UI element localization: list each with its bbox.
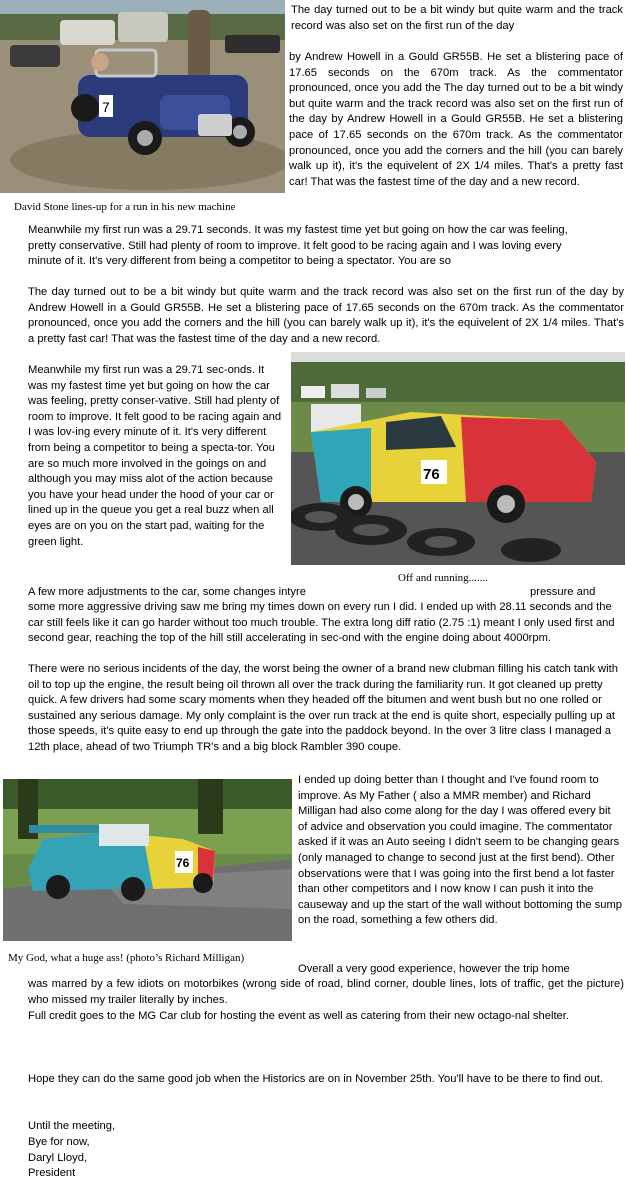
photo-rear-view — [3, 779, 292, 941]
paragraph-adjustments-start-right: pressure and — [530, 586, 596, 598]
author-name: Daryl Lloyd, — [28, 1152, 88, 1164]
car-number-76-rear: 76 — [176, 856, 190, 870]
paragraph-adjustments-start: A few more adjustments to the car, some changes intyre — [28, 586, 306, 598]
sign-off-line-1: Until the meeting, — [28, 1120, 116, 1132]
paragraph-experience-start: Overall a very good experience, however the trip home — [298, 963, 570, 975]
paragraph-historics: Hope they can do the same good job when the Historics are on in November 25th. You'll have to be there to find out. — [28, 1073, 603, 1085]
photo-caption-3: My God, what a huge ass! (photo’s Richard Milligan) — [8, 952, 245, 964]
photo-off-and-running — [291, 352, 625, 565]
paragraph-credit: Full credit goes to the MG Car club for hosting the event as well as catering from their new octago-nal shelter. — [28, 1010, 569, 1022]
car-number-7: 7 — [102, 99, 110, 115]
paragraph-experience: was marred by a few idiots on motorbikes (wrong side of road, blind corner, double lines, lots of traffic, get the picture) who missed my trailer literally by inches. — [28, 978, 624, 1006]
paragraph-intro-rest: by Andrew Howell in a Gould GR55B. He set a blistering pace of 17.65 seconds on the 670m track. As the commentator pronounced, once you add the The day turned out to be a bit windy but quite warm and the track record was also set on the first run of the day by Andrew Howell in a Gould GR55B. He set a blistering pace of 17.65 seconds on the 670m track. As the commentator pronounced, once you add the corners and the hill (you can barely walk up it), it's the equivelent of 2X 1/4 miles. That's a pretty fast car! That was the fastest time of the day and a new record. — [289, 51, 623, 188]
sign-off-line-2: Bye for now, — [28, 1136, 90, 1148]
paragraph-intro-first: The day turned out to be a bit windy but quite warm and the track record was also set on the first run of the day — [291, 4, 623, 32]
paragraph-incidents: There were no serious incidents of the day, the worst being the owner of a brand new clubman filling his catch tank with oil to top up the engine, the result being oil thrown all over the track during the familiarity run. It got cleaned up pretty quick. A few drivers had some scary moments when they headed off the bitumen and went bush but no one rolled or sustained any serious damage. My only complaint is the over run track at the end is quite short, especially pulling up at those speeds, it's quite easy to end up through the gate into the paddock beyond. In the over 3 litre class I managed a 12th place, ahead of two Triumph TR's and a big block Rambler 390 coupe. — [28, 663, 618, 753]
photo-caption-1: David Stone lines-up for a run in his new machine — [14, 201, 236, 213]
paragraph-improvement: I ended up doing better than I thought and I've found room to improve. As My Father ( also a MMR member) and Richard Milligan had also come along for the day I was offered every bit of advice and observation you could imagine. The commentator asked if it was an Auto seeing I didn't seem to be changing gears (only managed to change to second just at the first bend). Other observations were that I was going into the first bend a lot faster than other competitors and I now know I can push it into the causeway and up the start of the wall without bottoming the sump on the road, something a few others did. — [298, 774, 623, 927]
photo-clubman-car — [0, 0, 285, 193]
paragraph-first-run: Meanwhile my first run was a 29.71 seconds. It was my fastest time yet but going on how the car was feeling, pretty conservative. Still had plenty of room to improve. It felt good to be racing again and I was loving every minute of it. It's very different from being a competitor to being a spectator. You are so — [28, 224, 568, 268]
author-title: President — [28, 1167, 76, 1179]
car-number-76: 76 — [423, 466, 440, 483]
paragraph-adjustments: some more aggressive driving saw me bring my times down on every run I did. I ended up with 28.11 seconds and the car still feels like it can go harder without too much trouble. The extra long diff ratio (2.75 :1) meant I only used first and second gear, reaching the top of the hill still accelerating in sec-ond with the engine doing about 4000rpm. — [28, 601, 615, 645]
paragraph-first-run-detail: Meanwhile my first run was a 29.71 sec-onds. It was my fastest time yet but going on how the car was feeling, pretty conser-vative. Still had plenty of room to improve. It felt good to be racing again and I was lov-ing every minute of it. It's very different from being a competitor to being a specta-tor. You are so much more involved in the goings on and although you may miss alot of the action because you have your head under the hood of your car or lined up in the queue you get a real buzz when all eyes are on you on the start pad, waiting for the green light. — [28, 364, 282, 548]
photo-caption-2: Off and running....... — [398, 572, 488, 584]
paragraph-track-record: The day turned out to be a bit windy but quite warm and the track record was also set on the first run of the day by Andrew Howell in a Gould GR55B. He set a blistering pace of 17.65 seconds on the 670m track. As the commentator pronounced, once you add the corners and the hill (you can barely walk up it), it's the equivelent of 2X 1/4 miles. That's a pretty fast car! That was the fastest time of the day and a new record. — [28, 286, 624, 345]
